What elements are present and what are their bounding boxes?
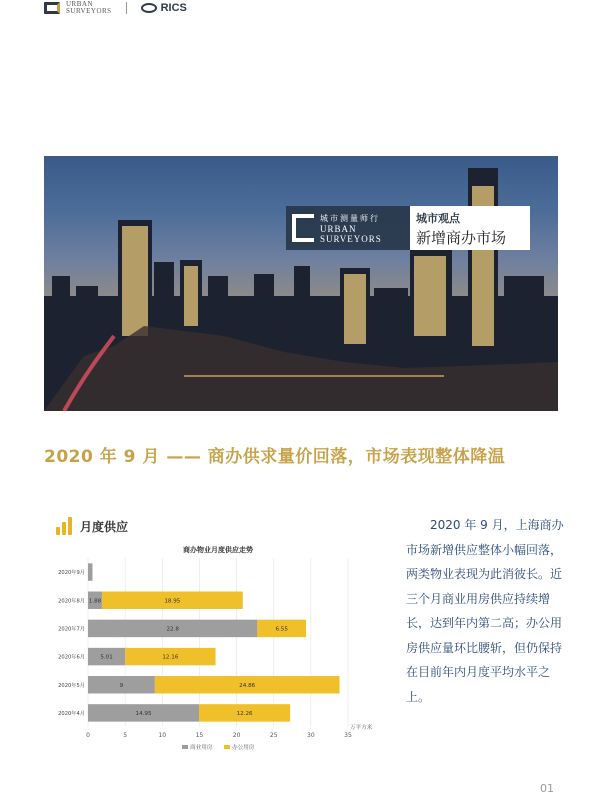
data-label: 22.8 [166, 626, 179, 633]
x-tick-label: 30 [307, 732, 315, 739]
hero-badge [286, 206, 530, 250]
legend-swatch [224, 745, 230, 749]
urban-surveyors-logo-text [66, 1, 112, 15]
badge-chinese-name: 城市测量师行 [320, 213, 380, 223]
badge-subtitle: 新增商办市场 [416, 229, 507, 247]
rics-logo-text: RICS [160, 2, 187, 14]
section-title-text: 月度供应 [80, 520, 129, 534]
y-category-label: 2020年6月 [58, 654, 85, 661]
skyline-illustration [44, 156, 558, 411]
badge-title: 城市观点 [416, 212, 460, 225]
urban-surveyors-logo-icon [44, 2, 60, 14]
data-label: 18.95 [164, 598, 181, 605]
legend-swatch [182, 745, 188, 749]
hero-city-image [44, 156, 558, 411]
x-tick-label: 0 [86, 732, 90, 739]
chart-title: 商办物业月度供应走势 [183, 546, 253, 554]
y-category-label: 2020年8月 [58, 598, 85, 605]
logo-text-line1: URBAN [66, 0, 94, 8]
header-logos [44, 0, 187, 16]
y-category-label: 2020年7月 [58, 626, 85, 633]
legend-label: 办公用房 [232, 745, 255, 751]
badge-logo-panel [286, 206, 410, 250]
badge-english-line2: SURVEYORS [320, 233, 382, 244]
bar-chart-icon [56, 517, 74, 535]
x-tick-label: 15 [195, 732, 204, 739]
x-tick-label: 5 [123, 732, 128, 739]
y-category-label: 2020年9月 [58, 570, 85, 577]
y-category-label: 2020年4月 [58, 710, 85, 717]
body-paragraph: 2020 年 9 月，上海商办市场新增供应整体小幅回落，两类物业表现为此消彼长。近三个月商业用房供应持续增长，达到年内第二高；办公用房供应量环比腰斩，但仍保持在目前年内月度平均水平之上。 [406, 518, 564, 704]
monthly-supply-chart [50, 540, 400, 755]
section-title [56, 517, 128, 535]
badge-title-panel [410, 206, 530, 250]
data-label: 9 [119, 682, 124, 689]
x-tick-label: 10 [158, 732, 167, 739]
data-label: 24.86 [239, 682, 256, 689]
x-tick-label: 20 [232, 732, 241, 739]
badge-english-line1: URBAN [320, 223, 357, 234]
data-label: 1.88 [88, 598, 102, 605]
data-label: 6.55 [275, 626, 288, 633]
logo-text-line2: SURVEYORS [66, 7, 112, 15]
data-label: 14.95 [135, 710, 152, 717]
bar-commercial [88, 563, 92, 580]
page-headline: 2020 年 9 月 —— 商办供求量价回落，市场表现整体降温 [44, 447, 506, 467]
data-label: 5.01 [100, 654, 113, 661]
logo-divider [126, 2, 127, 14]
x-tick-label: 35 [344, 732, 352, 739]
legend-label: 商业用房 [190, 745, 213, 751]
page-number: 01 [540, 782, 554, 795]
unit-label: 万平方米 [350, 725, 373, 731]
data-label: 12.16 [162, 654, 179, 661]
y-category-label: 2020年5月 [58, 682, 85, 689]
rics-logo-icon [141, 3, 157, 13]
data-label: 12.26 [236, 710, 253, 717]
x-tick-label: 25 [269, 732, 278, 739]
urban-surveyors-mark-icon [292, 214, 314, 242]
